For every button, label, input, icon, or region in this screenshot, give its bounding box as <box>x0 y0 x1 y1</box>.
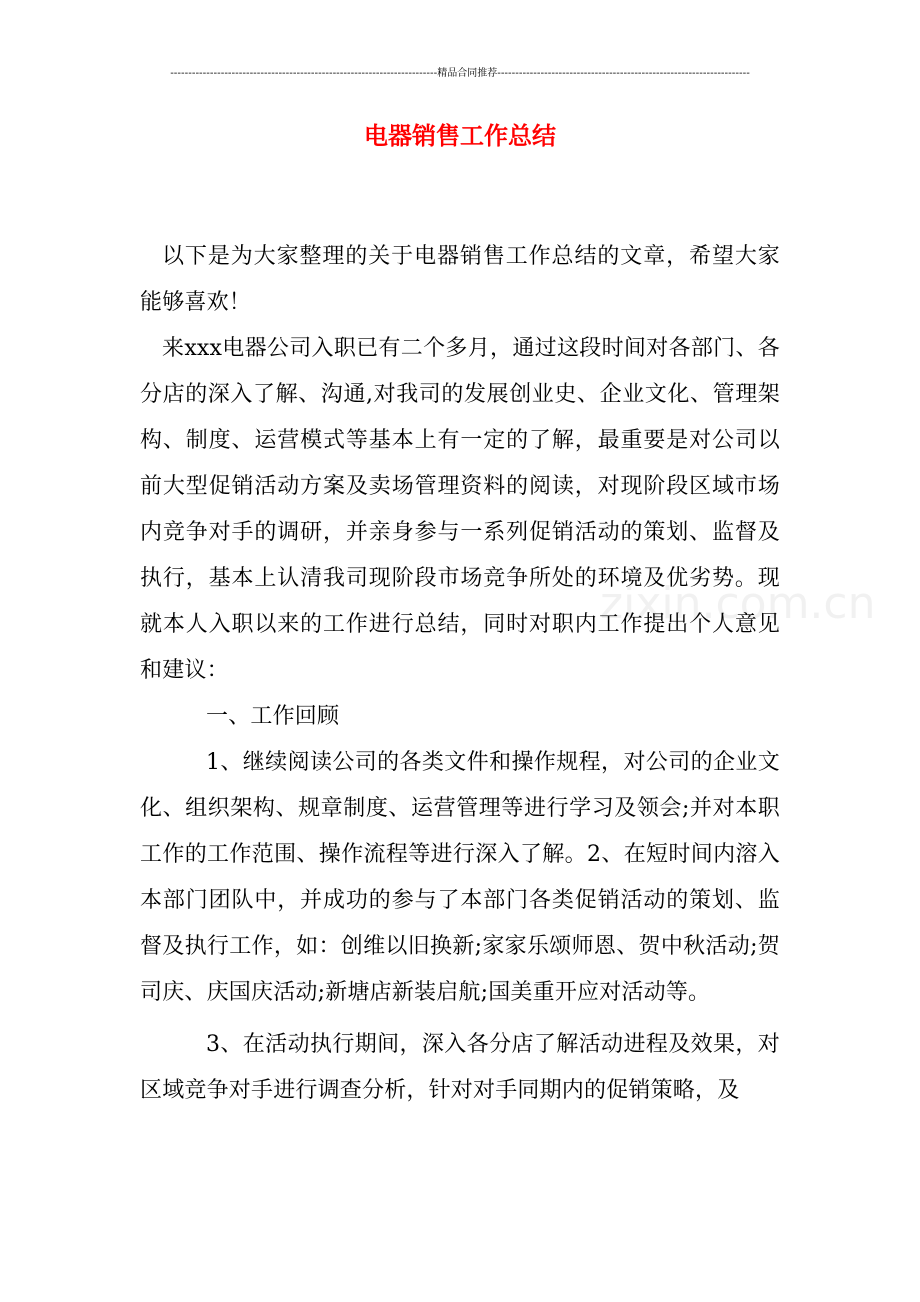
paragraph-item-1-2: 1、继续阅读公司的各类文件和操作规程，对公司的企业文化、组织架构、规章制度、运营管理等进行学习及领会;并对本职工作的工作范围、操作流程等进行深入了解。2、在短时间内溶入本部门团队中，并成功的参与了本部门各类促销活动的策划、监督及执行工作，如：创维以旧换新;家家乐颂师恩、贺中秋活动;贺司庆、庆国庆活动;新塘店新装启航;国美重开应对活动等。 <box>140 750 780 1005</box>
paragraph-overview: 来xxx电器公司入职已有二个多月，通过这段时间对各部门、各分店的深入了解、沟通,对我司的发展创业史、企业文化、管理架构、制度、运营模式等基本上有一定的了解，最重要是对公司以前大型促销活动方案及卖场管理资料的阅读，对现阶段区域市场内竞争对手的调研，并亲身参与一系列促销活动的策划、监督及执行，基本上认清我司现阶段市场竞争所处的环境及优劣势。现就本人入职以来的工作进行总结，同时对职内工作提出个人意见和建议： <box>140 336 780 683</box>
watermark-text: zixin.com.cn <box>600 578 876 629</box>
paragraph-intro: 以下是为大家整理的关于电器销售工作总结的文章，希望大家能够喜欢！ <box>140 244 780 315</box>
document-body <box>140 234 780 1114</box>
document-title: 电器销售工作总结 <box>364 122 556 150</box>
section-heading-work-review: 一、工作回顾 <box>206 704 340 729</box>
header-recommendation-rule: --------------------------------------------------------------------------精品合同推荐---------------------------------------------------------------------- <box>170 68 750 79</box>
paragraph-item-3: 3、在活动执行期间，深入各分店了解活动进程及效果，对区域竞争对手进行调查分析，针对对手同期内的促销策略，及 <box>140 1032 780 1103</box>
